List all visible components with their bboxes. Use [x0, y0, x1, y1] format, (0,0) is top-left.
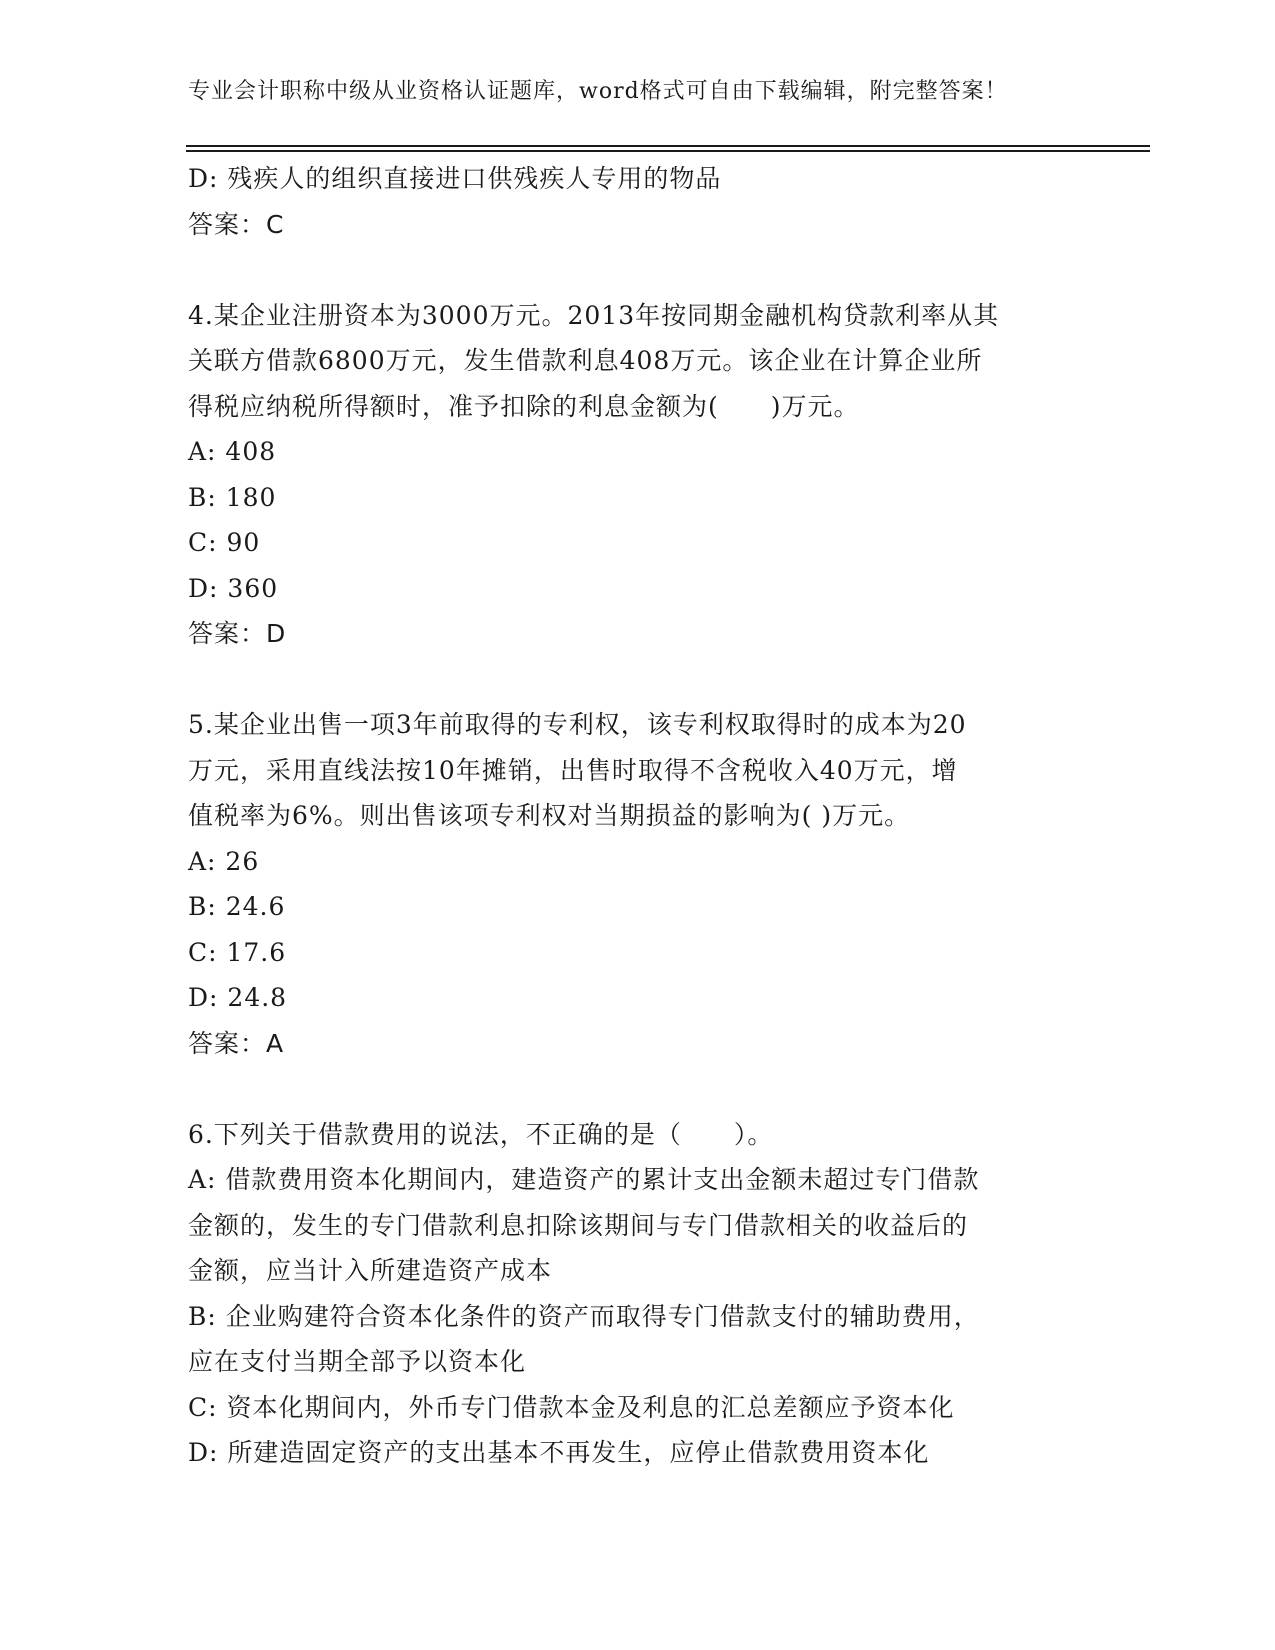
question-4-line-2: 关联方借款6800万元，发生借款利息408万元。该企业在计算企业所	[188, 346, 983, 375]
header-rule-top	[186, 145, 1150, 147]
question-6-option-a-line-2: 金额的，发生的专门借款利息扣除该期间与专门借款相关的收益后的	[188, 1210, 969, 1240]
page-header: 专业会计职称中级从业资格认证题库，word格式可自由下载编辑，附完整答案！	[188, 79, 1008, 104]
question-6-line-1: 6.下列关于借款费用的说法，不正确的是（ ）。	[188, 1119, 774, 1149]
question-5-option-c: C: 17.6	[188, 937, 287, 967]
question-6-option-c: C: 资本化期间内，外币专门借款本金及利息的汇总差额应予资本化	[188, 1392, 955, 1422]
question-5-line-3: 值税率为6%。则出售该项专利权对当期损益的影响为( )万元。	[188, 801, 911, 830]
spacer	[188, 1066, 1088, 1112]
question-4-line-1: 4.某企业注册资本为3000万元。2013年按同期金融机构贷款利率从其	[188, 300, 1000, 330]
question-5-line-2: 万元，采用直线法按10年摊销，出售时取得不含税收入40万元，增	[188, 755, 958, 785]
question-6-option-a-line-3: 金额，应当计入所建造资产成本	[188, 1256, 553, 1285]
question-6-option-d: D: 所建造固定资产的支出基本不再发生，应停止借款费用资本化	[188, 1438, 930, 1467]
question-content	[188, 156, 1088, 1476]
spacer	[188, 657, 1088, 703]
prev-option-d: D: 残疾人的组织直接进口供残疾人专用的物品	[188, 164, 722, 193]
question-5-line-1: 5.某企业出售一项3年前取得的专利权，该专利权取得时的成本为20	[188, 710, 967, 739]
question-6-option-a-line-1: A: 借款费用资本化期间内，建造资产的累计支出金额未超过专门借款	[188, 1165, 980, 1194]
prev-answer: 答案：C	[188, 209, 285, 239]
question-4-answer: 答案：D	[188, 619, 287, 648]
question-4-option-b: B: 180	[188, 482, 277, 512]
question-5-option-b: B: 24.6	[188, 892, 286, 921]
question-4-option-d: D: 360	[188, 573, 279, 603]
question-6-option-b-line-1: B: 企业购建符合资本化条件的资产而取得专门借款支付的辅助费用，	[188, 1301, 980, 1331]
question-4-option-a: A: 408	[188, 437, 277, 466]
question-5-answer: 答案：A	[188, 1028, 285, 1058]
question-4-line-3: 得税应纳税所得额时，准予扣除的利息金额为( )万元。	[188, 391, 860, 421]
spacer	[188, 247, 1088, 293]
question-5-option-d: D: 24.8	[188, 983, 288, 1012]
question-4-option-c: C: 90	[188, 528, 261, 557]
question-6-option-b-line-2: 应在支付当期全部予以资本化	[188, 1347, 527, 1376]
header-rule-bottom	[186, 150, 1150, 152]
question-5-option-a: A: 26	[188, 846, 260, 876]
